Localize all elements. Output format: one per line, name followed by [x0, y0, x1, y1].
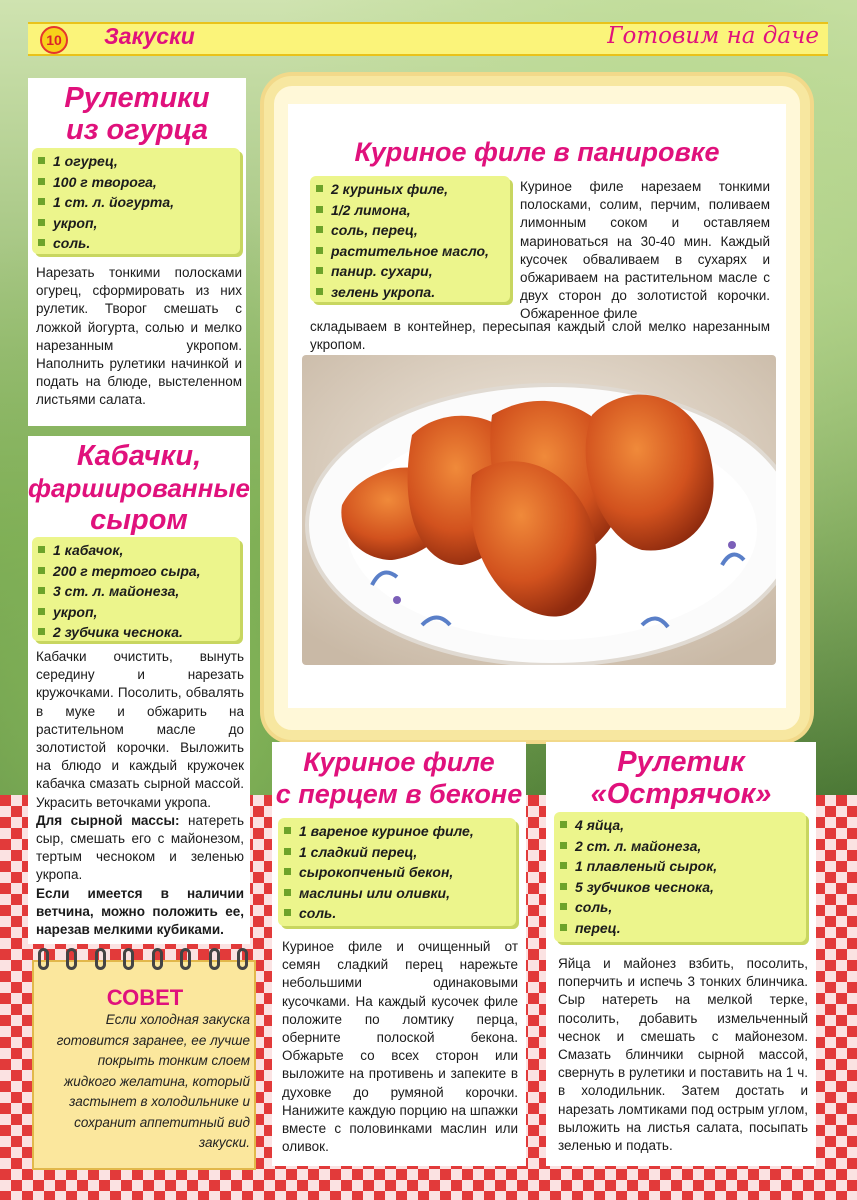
- ingredient-item: 2 куриных филе,: [316, 179, 504, 200]
- ingredient-item: панир. сухари,: [316, 261, 504, 282]
- spiral-ring: [123, 948, 134, 970]
- recipe-chicken-bacon-text: Куриное филе и очищенный от семян сладкий перец нарежьте небольшими одинаковыми кусочками. На каждый кусочек филе положите по ломтику перца, оберните полоской бекона. Обжарьте со всех сторон или выложите на противень и запеките в духовке до румяной корочки. Нанижите каждую порцию на шпажки вместе с половинками маслин или оливок.: [282, 939, 518, 1155]
- recipe-cucumber-rolls-title: Рулетики из огурца: [64, 82, 210, 146]
- ingredient-item: маслины или оливки,: [284, 883, 510, 904]
- ingredient-item: соль,: [560, 897, 800, 918]
- ingredient-item: растительное масло,: [316, 241, 504, 262]
- section-title: Закуски: [104, 23, 195, 49]
- ingredient-item: соль.: [284, 903, 510, 924]
- ingredient-item: соль, перец,: [316, 220, 504, 241]
- ingredient-item: перец.: [560, 918, 800, 939]
- breaded-chicken-illustration: [302, 355, 776, 665]
- ingredient-item: соль.: [38, 233, 234, 254]
- ingredient-item: 1 сладкий перец,: [284, 842, 510, 863]
- ingredient-item: сырокопченый бекон,: [284, 862, 510, 883]
- ingredient-item: 100 г творога,: [38, 172, 234, 193]
- ingredient-item: 2 ст. л. майонеза,: [560, 836, 800, 857]
- spiral-ring: [180, 948, 191, 970]
- ingredient-item: 1 кабачок,: [38, 540, 234, 561]
- ingredient-item: 1/2 лимона,: [316, 200, 504, 221]
- recipe-zucchini-title: Кабачки, фаршированные сыром: [28, 440, 251, 536]
- recipe-cucumber-rolls-ingredients: [32, 148, 240, 254]
- recipe-spicy-roll-title: Рулетик «Острячок»: [590, 746, 772, 810]
- breaded-chicken-photo: [302, 355, 776, 665]
- tip-text: Если холодная закуска готовится заранее, ее лучше покрыть тонким слоем жидкого желатина, который застынет в холодильнике и сохранит аппетитный вид закуски.: [56, 1012, 250, 1150]
- ingredient-item: 1 вареное куриное филе,: [284, 821, 510, 842]
- cheese-mix-label: Для сырной массы:: [36, 812, 180, 828]
- recipe-spicy-roll-text: Яйца и майонез взбить, посолить, поперчить и испечь 3 тонких блинчика. Сыр натереть на мелкой терке, посолить, добавить измельченный чеснок и смешать с майонезом. Смазать блинчики сырной массой, свернуть в рулетики и поставить на 1 ч. в холодильник. Затем достать и нарезать ломтиками под острым углом, выложить на листья салата, посыпать зеленью и подать.: [558, 956, 808, 1154]
- ingredient-item: 1 плавленый сырок,: [560, 856, 800, 877]
- recipe-zucchini-note: Если имеется в наличии ветчина, можно положить ее, нарезав мелкими кубиками.: [36, 885, 244, 938]
- spiral-ring: [152, 948, 163, 970]
- spiral-ring: [209, 948, 220, 970]
- ingredient-item: укроп,: [38, 602, 234, 623]
- notebook-spiral: [38, 948, 248, 970]
- ingredient-item: укроп,: [38, 213, 234, 234]
- ingredient-item: 1 огурец,: [38, 151, 234, 172]
- ingredient-item: 2 зубчика чеснока.: [38, 622, 234, 643]
- recipe-breaded-chicken-text-top: Куриное филе нарезаем тонкими полосками, солим, перчим, поливаем лимонным соком и оставляем мариноваться на 30-40 мин. Каждый кусочек обваливаем в сухарях и обжариваем на растительном масле с двух сторон до золотистой корочки. Обжаренное филе: [520, 179, 770, 322]
- recipe-breaded-chicken-title: Куриное филе в панировке: [354, 137, 720, 167]
- recipe-chicken-bacon-ingredients: [278, 818, 516, 926]
- ingredient-item: 3 ст. л. майонеза,: [38, 581, 234, 602]
- spiral-ring: [66, 948, 77, 970]
- ingredient-item: 4 яйца,: [560, 815, 800, 836]
- recipe-breaded-chicken-ingredients: [310, 176, 510, 302]
- page-number: 10: [40, 26, 68, 54]
- ingredient-item: зелень укропа.: [316, 282, 504, 303]
- recipe-zucchini-ingredients: [32, 537, 240, 641]
- recipe-breaded-chicken-text-bottom: складываем в контейнер, пересыпая каждый слой мелко нарезанным укропом.: [310, 319, 770, 353]
- ingredient-item: 1 ст. л. йогурта,: [38, 192, 234, 213]
- spiral-ring: [237, 948, 248, 970]
- recipe-cucumber-rolls-text: Нарезать тонкими полосками огурец, сформировать из них рулетик. Творог смешать с ложкой йогурта, солью и мелко нарезанным укропом. Наполнить рулетики начинкой и подать на блюде, выстеленном листьями салата.: [36, 265, 242, 408]
- ingredient-item: 200 г тертого сыра,: [38, 561, 234, 582]
- recipe-zucchini-text: Кабачки очистить, вынуть середину и нарезать кружочками. Посолить, обвалять в муке и обжарить на растительном масле до золотистой корочки. Выложить на блюдо и каждый кружочек кабачка смазать сырной массой. Украсить веточками укропа. Для сырной массы: натереть сыр, смешать его с майонезом, тертым чесноком и зеленью укропа. Если имеется в наличии ветчина, можно положить ее, нарезав мелкими кубиками.: [36, 648, 244, 939]
- ingredient-item: 5 зубчиков чеснока,: [560, 877, 800, 898]
- spiral-ring: [95, 948, 106, 970]
- spiral-ring: [38, 948, 49, 970]
- recipe-spicy-roll-ingredients: [554, 812, 806, 942]
- recipe-chicken-bacon-title: Куриное филе с перцем в беконе: [275, 747, 523, 809]
- series-title: Готовим на даче: [607, 23, 819, 49]
- tip-title: СОВЕТ: [106, 985, 184, 1010]
